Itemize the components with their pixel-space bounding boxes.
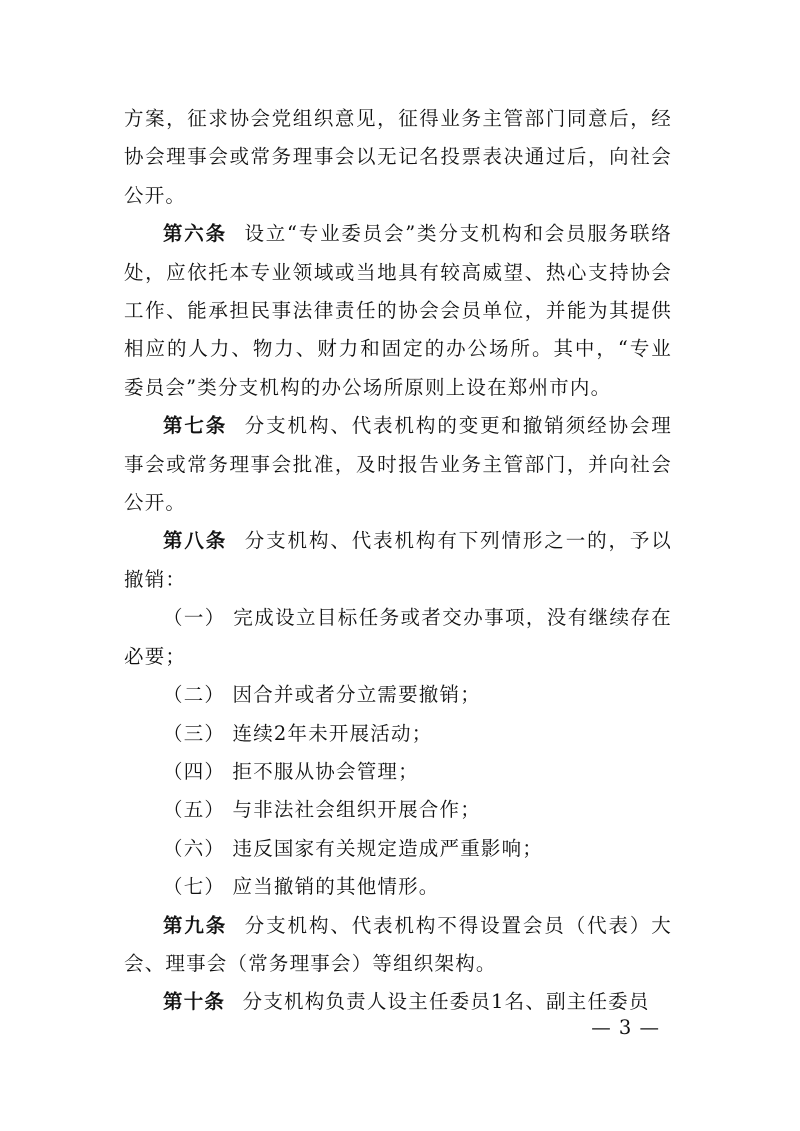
page-number: — 3 — xyxy=(591,1016,660,1039)
article-text: 设立“专业委员会”类分支机构和会员服务联络处，应依托本专业领域或当地具有较高威望、热心支持协会工作、能承担民事法律责任的协会会员单位，并能为其提供相应的人力、物力、财力和固定的办公场所。其中，“专业委员会”类分支机构的办公场所原则上设在郑州市内。 xyxy=(124,222,672,399)
list-item-text: （二） 因合并或者分立需要撤销； xyxy=(163,683,481,707)
article-label: 第七条 xyxy=(163,414,228,438)
list-item-text: （六） 违反国家有关规定造成严重影响； xyxy=(163,836,543,860)
article-text: 分支机构负责人设主任委员1名、副主任委员 xyxy=(242,990,650,1014)
article-label: 第十条 xyxy=(163,990,226,1014)
list-item-4 xyxy=(124,753,672,791)
list-item-6 xyxy=(124,830,672,868)
list-item-text: （一） 完成设立目标任务或者交办事项，没有继续存在必要； xyxy=(124,606,672,668)
article-text: 分支机构、代表机构有下列情形之一的，予以撤销： xyxy=(124,529,672,591)
article-label: 第六条 xyxy=(163,222,227,246)
paragraph-text: 方案，征求协会党组织意见，征得业务主管部门同意后，经协会理事会或常务理事会以无记名投票表决通过后，向社会公开。 xyxy=(124,107,672,207)
list-item-text: （五） 与非法社会组织开展合作； xyxy=(163,798,481,822)
article-label: 第九条 xyxy=(163,913,228,937)
article-label: 第八条 xyxy=(163,529,228,553)
article-9 xyxy=(124,907,672,984)
article-text: 分支机构、代表机构的变更和撤销须经协会理事会或常务理事会批准，及时报告业务主管部门，并向社会公开。 xyxy=(124,414,672,515)
article-7 xyxy=(124,407,672,522)
document-body xyxy=(124,100,672,1022)
list-item-text: （七） 应当撤销的其他情形。 xyxy=(163,875,440,899)
list-item-3 xyxy=(124,715,672,753)
list-item-2 xyxy=(124,676,672,714)
list-item-text: （三） 连续2年未开展活动； xyxy=(163,721,433,745)
list-item-5 xyxy=(124,791,672,829)
article-8 xyxy=(124,522,672,599)
list-item-7 xyxy=(124,868,672,906)
article-6 xyxy=(124,215,672,407)
paragraph-continuation xyxy=(124,100,672,215)
list-item-text: （四） 拒不服从协会管理； xyxy=(163,759,419,783)
list-item-1 xyxy=(124,599,672,676)
article-10 xyxy=(124,983,672,1021)
article-text: 分支机构、代表机构不得设置会员（代表）大会、理事会（常务理事会）等组织架构。 xyxy=(124,913,672,975)
